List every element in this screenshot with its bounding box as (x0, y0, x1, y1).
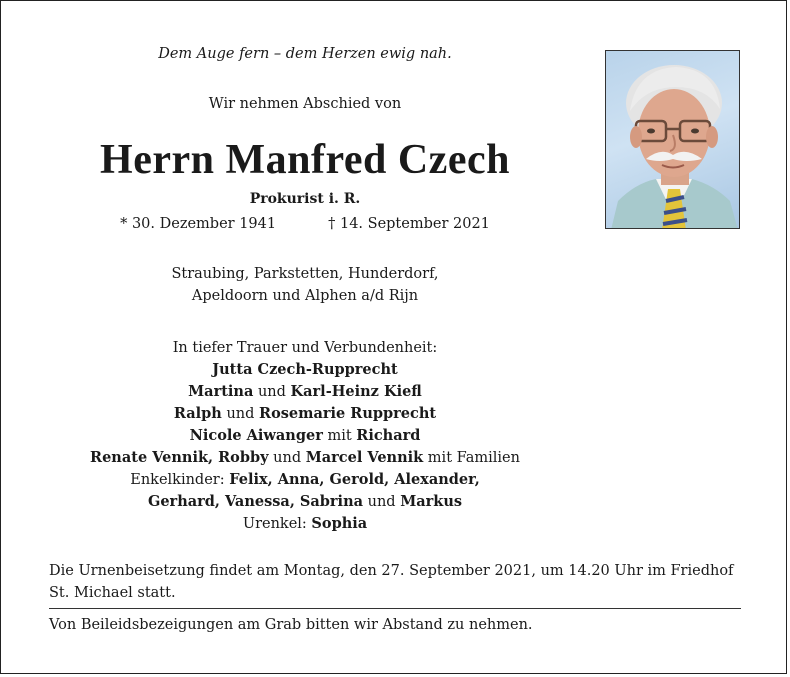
mourner-connector: mit Familien (423, 450, 520, 466)
mourner-line (30, 359, 580, 381)
death-date: † 14. September 2021 (328, 216, 490, 232)
mourner-connector: Enkelkinder: (130, 472, 230, 488)
places-line: Straubing, Parkstetten, Hunderdorf, (171, 266, 439, 282)
motto: Dem Auge fern – dem Herzen ewig nah. (158, 46, 452, 62)
mourner-connector: und (221, 406, 260, 422)
portrait-photo (605, 50, 740, 229)
mourner-line (30, 381, 580, 403)
mourner-line (30, 469, 580, 491)
birth-date: * 30. Dezember 1941 (120, 216, 277, 232)
mourner-name: Jutta Czech-Rupprecht (212, 361, 398, 378)
mourner-name: Felix, Anna, Gerold, Alexander, (229, 471, 480, 488)
mourner-name: Gerhard, Vanessa, Sabrina (147, 493, 364, 510)
places (30, 263, 580, 307)
mourner-connector: mit (322, 428, 357, 444)
condolence-notice: Von Beileidsbezeigungen am Grab bitten wir Abstand zu nehmen. (49, 617, 533, 633)
mourner-name: Nicole Aiwanger (189, 427, 323, 444)
mourner-line (30, 447, 580, 469)
mourner-line (30, 425, 580, 447)
divider (49, 608, 741, 609)
mourner-connector: und (268, 450, 306, 466)
mourners-block (30, 337, 580, 535)
mourner-connector: und (253, 384, 291, 400)
burial-notice: Die Urnenbeisetzung findet am Montag, den 27. September 2021, um 14.20 Uhr im Friedhof St. Michael statt. (49, 563, 734, 601)
intro-text: Wir nehmen Abschied von (208, 96, 402, 112)
mourner-connector: und (363, 494, 401, 510)
mourner-name: Martina (188, 383, 254, 400)
life-dates (30, 216, 580, 232)
mourner-name: Markus (400, 493, 463, 510)
mourner-name: Richard (356, 427, 421, 444)
mourner-connector: Urenkel: (242, 516, 312, 532)
mourner-list (30, 359, 580, 535)
places-line: Apeldoorn und Alphen a/d Rijn (191, 288, 419, 304)
mourner-name: Rosemarie Rupprecht (259, 405, 437, 422)
mourner-line (30, 403, 580, 425)
mourner-line (30, 513, 580, 535)
mourner-name: Renate Vennik, Robby (90, 449, 269, 466)
mourner-name: Karl-Heinz Kiefl (290, 383, 422, 400)
portrait-illustration (606, 51, 740, 229)
mourner-line (30, 491, 580, 513)
mourner-name: Marcel Vennik (305, 449, 424, 466)
deceased-title: Prokurist i. R. (249, 191, 361, 207)
mourner-name: Sophia (311, 515, 368, 532)
mourning-intro: In tiefer Trauer und Verbundenheit: (172, 340, 438, 356)
mourner-name: Ralph (173, 405, 222, 422)
deceased-name: Herrn Manfred Czech (100, 137, 510, 183)
